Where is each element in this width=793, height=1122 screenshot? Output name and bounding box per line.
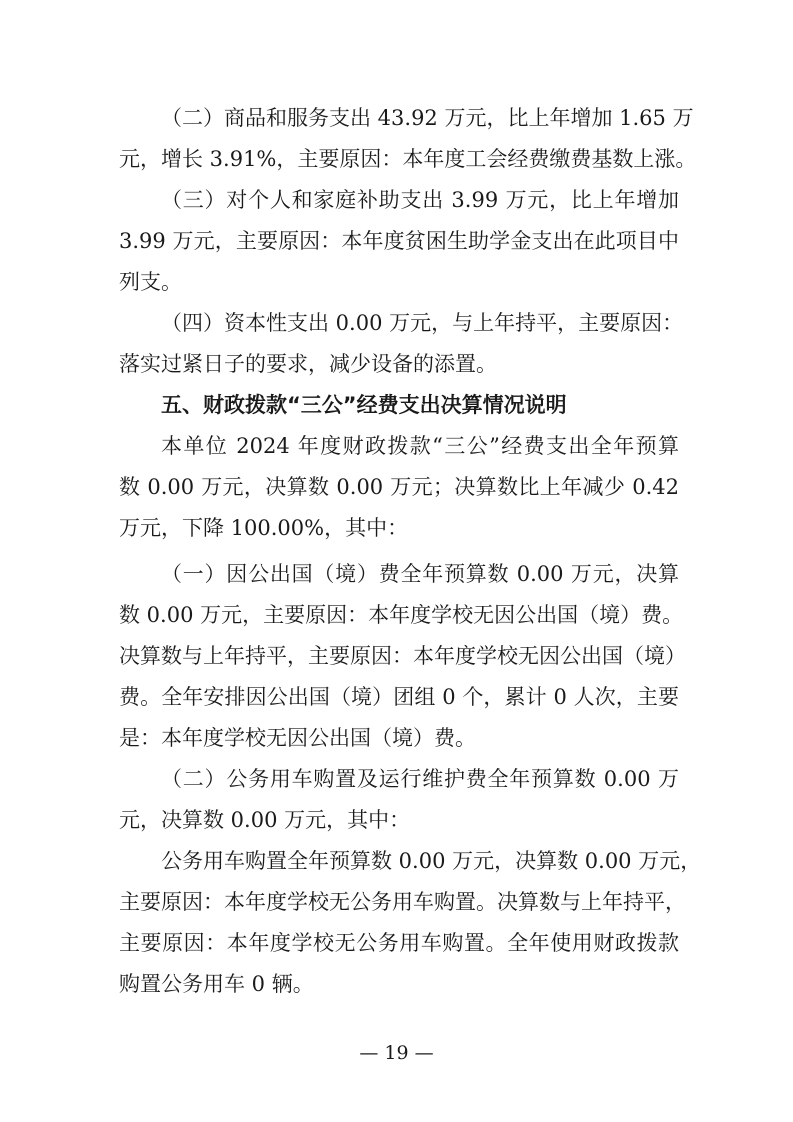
- page-number: — 19 —: [359, 1042, 434, 1064]
- paragraph-line: 3.99 万元，主要原因：本年度贫困生助学金支出在此项目中: [119, 229, 679, 253]
- paragraph-line: 购置公务用车 0 辆。: [119, 972, 314, 996]
- paragraph-line: 决算数与上年持平，主要原因：本年度学校无因公出国（境）: [119, 644, 686, 668]
- paragraph-line: 落实过紧日子的要求，减少设备的添置。: [119, 352, 497, 376]
- paragraph-line: （三）对个人和家庭补助支出 3.99 万元，比上年增加: [161, 188, 679, 212]
- paragraph-line: 列支。: [119, 270, 182, 294]
- paragraph-line: 费。全年安排因公出国（境）团组 0 个，累计 0 人次，主要: [119, 685, 679, 709]
- paragraph-line: 是：本年度学校无因公出国（境）费。: [119, 726, 476, 750]
- paragraph-line: （一）因公出国（境）费全年预算数 0.00 万元，决算: [161, 562, 679, 586]
- paragraph-line: 本单位 2024 年度财政拨款“三公”经费支出全年预算: [161, 434, 679, 458]
- paragraph-line: 元，决算数 0.00 万元，其中：: [119, 808, 411, 832]
- paragraph-line: （二）商品和服务支出 43.92 万元，比上年增加 1.65 万: [161, 106, 694, 130]
- section-heading: 五、财政拨款“三公”经费支出决算情况说明: [161, 393, 567, 417]
- paragraph-line: 万元，下降 100.00%，其中：: [119, 516, 409, 540]
- paragraph-line: （四）资本性支出 0.00 万元，与上年持平，主要原因：: [161, 311, 684, 335]
- paragraph-line: 主要原因：本年度学校无公务用车购置。全年使用财政拨款: [119, 931, 679, 955]
- paragraph-line: 公务用车购置全年预算数 0.00 万元，决算数 0.00 万元，: [161, 849, 702, 873]
- paragraph-line: 数 0.00 万元，主要原因：本年度学校无因公出国（境）费。: [119, 603, 684, 627]
- paragraph-line: 元，增长 3.91%，主要原因：本年度工会经费缴费基数上涨。: [119, 147, 697, 171]
- paragraph-line: 主要原因：本年度学校无公务用车购置。决算数与上年持平，: [119, 890, 686, 914]
- paragraph-line: （二）公务用车购置及运行维护费全年预算数 0.00 万: [161, 767, 679, 791]
- paragraph-line: 数 0.00 万元，决算数 0.00 万元；决算数比上年减少 0.42: [119, 475, 679, 499]
